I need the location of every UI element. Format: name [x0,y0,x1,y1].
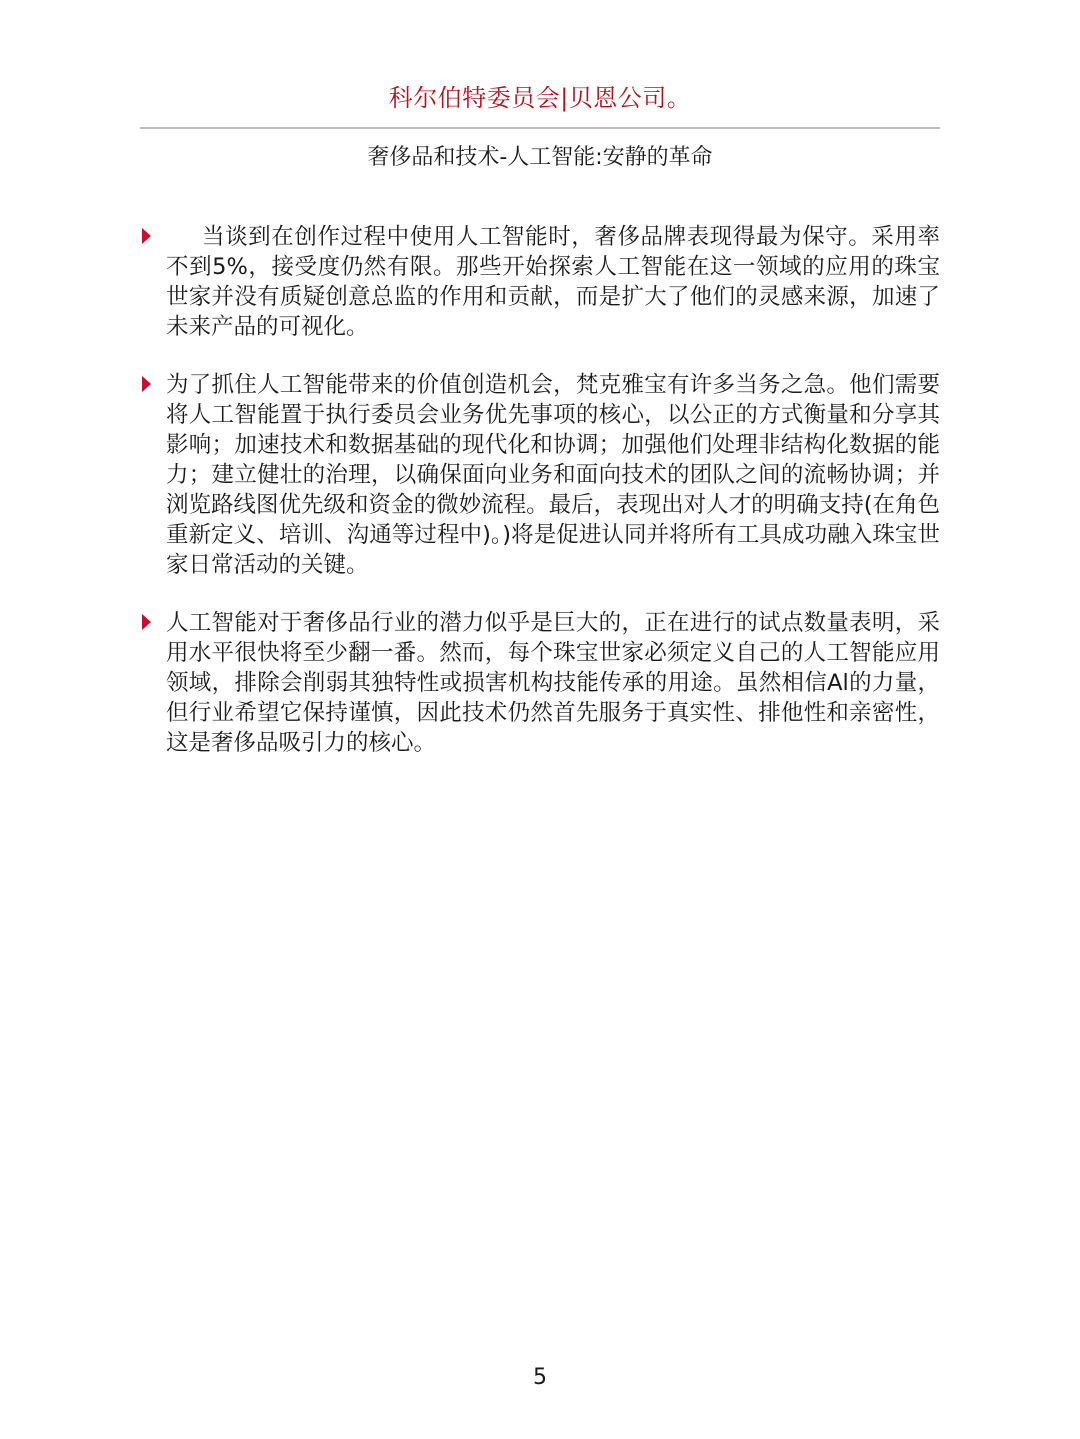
red-triangle-arrow-icon [142,228,151,244]
bullet-item [140,222,940,342]
page-subtitle: 奢侈品和技术-人工智能:安静的革命 [367,145,713,170]
bullet-text: 为了抓住人工智能带来的价值创造机会，梵克雅宝有许多当务之急。他们需要将人工智能置于执行委员会业务优先事项的核心，以公正的方式衡量和分享其影响；加速技术和数据基础的现代化和协调；加强他们处理非结构化数据的能力；建立健壮的治理，以确保面向业务和面向技术的团队之间的流畅协调；并浏览路线图优先级和资金的微妙流程。最后，表现出对人才的明确支持(在角色重新定义、培训、沟通等过程中)。)将是促进认同并将所有工具成功融入珠宝世家日常活动的关键。 [166,372,940,578]
header-title: 科尔伯特委员会|贝恩公司。 [388,84,692,112]
bullet-item [140,370,940,580]
red-triangle-arrow-icon [142,614,151,630]
red-triangle-arrow-icon [142,376,151,392]
bullet-text: 当谈到在创作过程中使用人工智能时，奢侈品牌表现得最为保守。采用率不到5%，接受度仍然有限。那些开始探索人工智能在这一领域的应用的珠宝世家并没有质疑创意总监的作用和贡献，而是扩大了他们的灵感来源，加速了未来产品的可视化。 [166,224,940,340]
bullet-list [140,222,940,786]
header-divider [140,127,940,129]
page-number: 5 [533,1365,547,1390]
bullet-item [140,608,940,758]
bullet-text: 人工智能对于奢侈品行业的潜力似乎是巨大的，正在进行的试点数量表明，采用水平很快将至少翻一番。然而，每个珠宝世家必须定义自己的人工智能应用领域，排除会削弱其独特性或损害机构技能传承的用途。虽然相信Al的力量，但行业希望它保持谨慎，因此技术仍然首先服务于真实性、排他性和亲密性，这是奢侈品吸引力的核心。 [166,610,940,756]
